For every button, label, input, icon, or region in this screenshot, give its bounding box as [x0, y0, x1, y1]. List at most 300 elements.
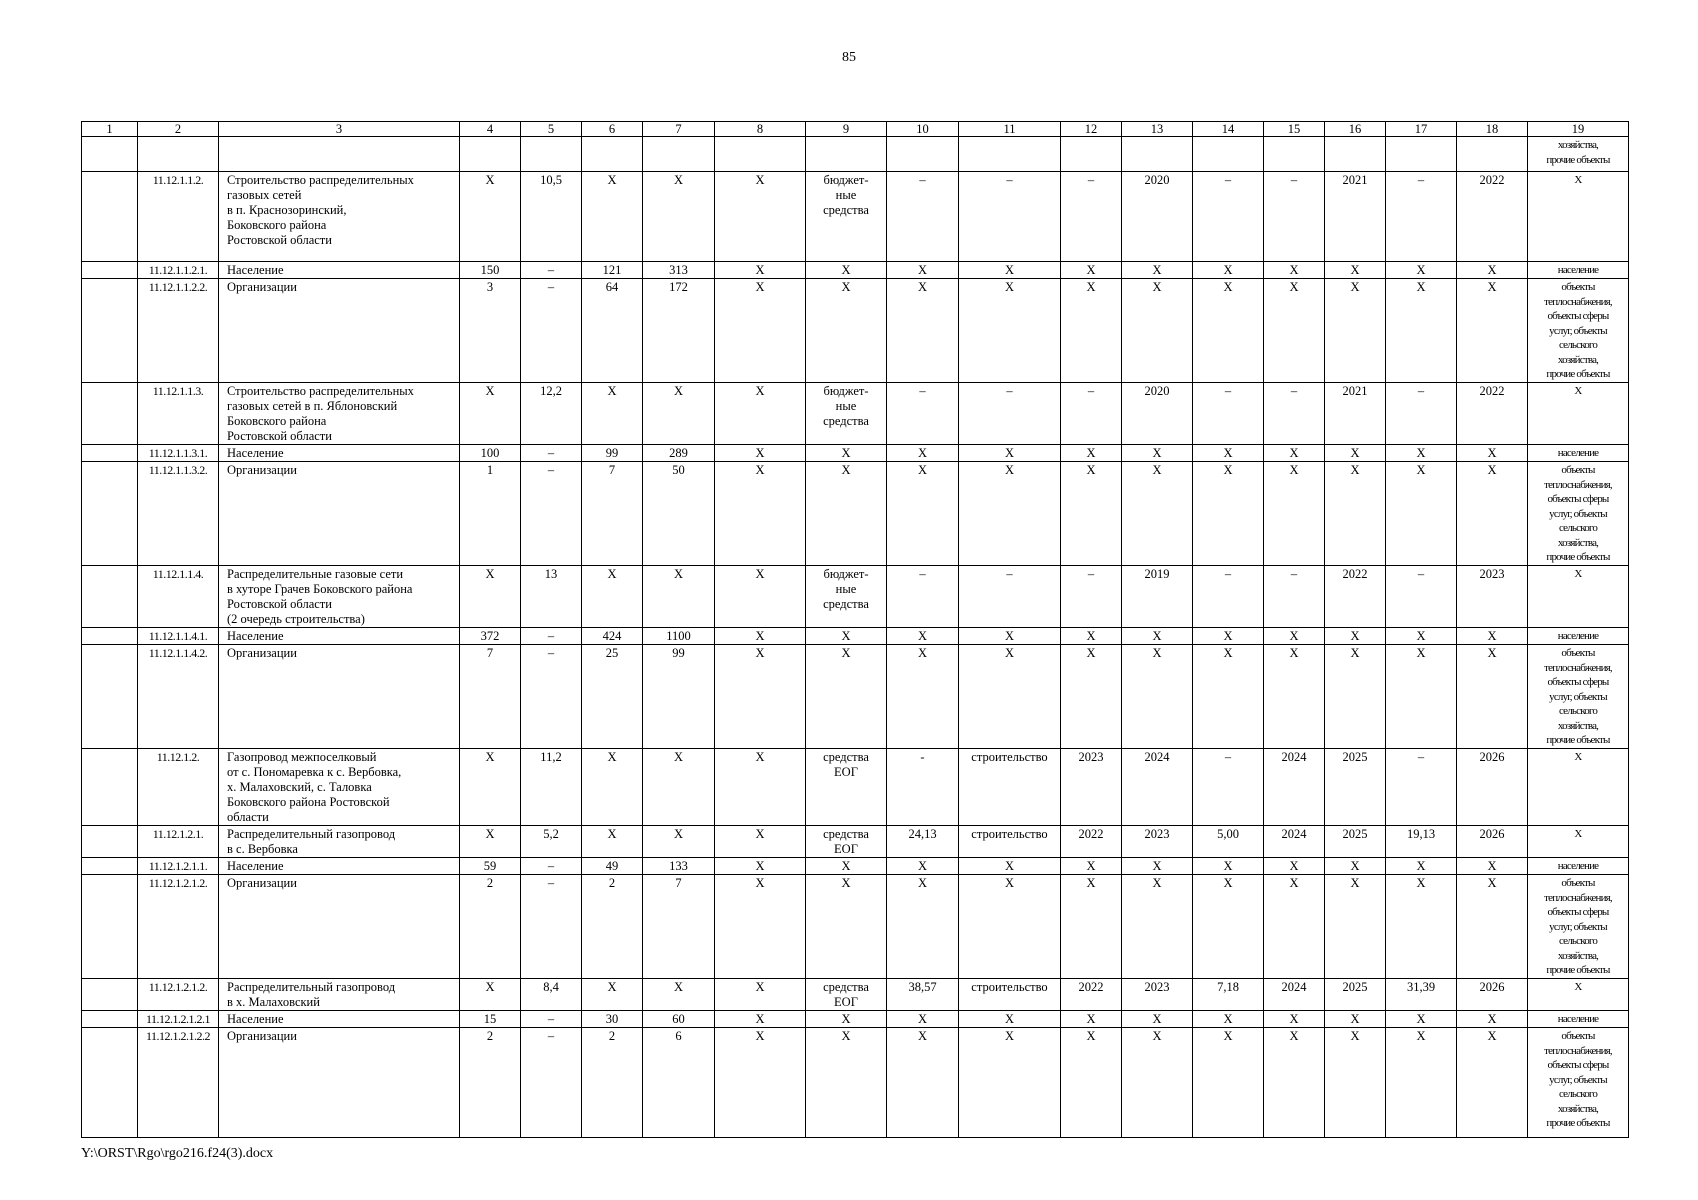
- table-cell: Население: [219, 262, 460, 279]
- table-cell: X: [1122, 262, 1193, 279]
- table-cell: объекты теплоснабжения, объекты сферы услуг, объекты сельского хозяйства, прочие объекты: [1528, 279, 1629, 383]
- table-cell: 11.12.1.2.1.2.2: [138, 1028, 219, 1138]
- table-cell: 1100: [643, 628, 715, 645]
- table-cell: X: [959, 858, 1061, 875]
- table-cell: Организации: [219, 875, 460, 979]
- table-row: [82, 826, 1629, 858]
- page-number: 85: [842, 50, 856, 65]
- table-cell: X: [1193, 875, 1264, 979]
- table-cell: 11.12.1.2.1.2.: [138, 875, 219, 979]
- table-cell: X: [715, 645, 806, 749]
- table-cell: 133: [643, 858, 715, 875]
- table-cell: Строительство распределительных газовых сетей в п. Яблоновский Боковского района Ростовской области: [219, 383, 460, 445]
- table-cell: X: [959, 279, 1061, 383]
- table-cell: X: [1325, 1028, 1386, 1138]
- table-row: [82, 262, 1629, 279]
- data-table: [81, 121, 1629, 1138]
- table-cell: 11.12.1.1.3.1.: [138, 445, 219, 462]
- table-cell: строительство: [959, 826, 1061, 858]
- table-cell: 2024: [1264, 826, 1325, 858]
- table-cell: [715, 137, 806, 172]
- table-cell: 2026: [1457, 979, 1528, 1011]
- table-cell: X: [1122, 1011, 1193, 1028]
- table-cell: [82, 566, 138, 628]
- table-cell: X: [1122, 445, 1193, 462]
- table-cell: X: [1061, 875, 1122, 979]
- table-cell: X: [887, 1011, 959, 1028]
- table-cell: 2020: [1122, 383, 1193, 445]
- table-cell: 59: [460, 858, 521, 875]
- table-cell: X: [806, 645, 887, 749]
- table-cell: Распределительный газопровод в х. Малаховский: [219, 979, 460, 1011]
- table-cell: X: [1264, 262, 1325, 279]
- table-cell: –: [1264, 172, 1325, 262]
- column-number-header: 16: [1325, 122, 1386, 137]
- table-cell: 7: [643, 875, 715, 979]
- table-cell: –: [1193, 566, 1264, 628]
- table-cell: X: [1061, 262, 1122, 279]
- table-cell: X: [1457, 875, 1528, 979]
- table-cell: 2021: [1325, 172, 1386, 262]
- table-cell: [138, 137, 219, 172]
- table-cell: X: [1386, 858, 1457, 875]
- table-cell: X: [1457, 858, 1528, 875]
- table-cell: –: [1386, 566, 1457, 628]
- table-cell: X: [959, 462, 1061, 566]
- table-cell: X: [959, 875, 1061, 979]
- column-number-header: 19: [1528, 122, 1629, 137]
- table-cell: X: [806, 445, 887, 462]
- table-cell: X: [1457, 1028, 1528, 1138]
- table-cell: Распределительный газопровод в с. Вербовка: [219, 826, 460, 858]
- table-cell: X: [1193, 262, 1264, 279]
- table-cell: 2025: [1325, 979, 1386, 1011]
- table-cell: X: [959, 1011, 1061, 1028]
- table-cell: [82, 645, 138, 749]
- table-cell: [82, 749, 138, 826]
- table-cell: Организации: [219, 462, 460, 566]
- table-cell: X: [1061, 445, 1122, 462]
- table-cell: –: [1061, 172, 1122, 262]
- table-cell: X: [1264, 445, 1325, 462]
- column-number-header: 15: [1264, 122, 1325, 137]
- table-row: [82, 137, 1629, 172]
- table-cell: X: [1457, 628, 1528, 645]
- table-cell: X: [460, 749, 521, 826]
- table-cell: [82, 279, 138, 383]
- table-cell: 2022: [1061, 826, 1122, 858]
- column-number-header: 5: [521, 122, 582, 137]
- table-cell: бюджет- ные средства: [806, 566, 887, 628]
- table-cell: X: [1193, 462, 1264, 566]
- table-cell: 289: [643, 445, 715, 462]
- table-cell: 64: [582, 279, 643, 383]
- table-cell: X: [582, 172, 643, 262]
- table-cell: –: [521, 262, 582, 279]
- table-cell: 60: [643, 1011, 715, 1028]
- table-cell: X: [1325, 645, 1386, 749]
- table-cell: X: [582, 979, 643, 1011]
- table-cell: –: [959, 172, 1061, 262]
- table-cell: –: [1193, 749, 1264, 826]
- table-cell: Строительство распределительных газовых сетей в п. Краснозоринский, Боковского района Ростовской области: [219, 172, 460, 262]
- table-cell: X: [806, 262, 887, 279]
- table-cell: население: [1528, 1011, 1629, 1028]
- table-cell: X: [1325, 858, 1386, 875]
- table-cell: 2024: [1264, 749, 1325, 826]
- table-cell: Население: [219, 1011, 460, 1028]
- table-row: [82, 645, 1629, 749]
- table-cell: X: [1386, 445, 1457, 462]
- table-cell: X: [1193, 645, 1264, 749]
- table-cell: 100: [460, 445, 521, 462]
- table-cell: X: [643, 979, 715, 1011]
- table-cell: 2026: [1457, 749, 1528, 826]
- table-cell: 31,39: [1386, 979, 1457, 1011]
- table-cell: средства ЕОГ: [806, 979, 887, 1011]
- table-cell: X: [1325, 875, 1386, 979]
- table-cell: X: [582, 566, 643, 628]
- table-row: [82, 858, 1629, 875]
- table-cell: X: [715, 858, 806, 875]
- table-cell: –: [1193, 383, 1264, 445]
- table-cell: X: [1122, 858, 1193, 875]
- table-cell: 25: [582, 645, 643, 749]
- table-cell: [460, 137, 521, 172]
- table-cell: [82, 826, 138, 858]
- table-cell: X: [806, 1011, 887, 1028]
- table-cell: 7: [460, 645, 521, 749]
- table-cell: X: [715, 566, 806, 628]
- table-cell: 19,13: [1386, 826, 1457, 858]
- table-cell: 2024: [1264, 979, 1325, 1011]
- table-cell: X: [1193, 1028, 1264, 1138]
- table-cell: 11.12.1.2.: [138, 749, 219, 826]
- table-row: [82, 628, 1629, 645]
- table-cell: 2: [582, 1028, 643, 1138]
- table-cell: X: [715, 462, 806, 566]
- table-cell: 11.12.1.1.4.2.: [138, 645, 219, 749]
- table-cell: –: [521, 1011, 582, 1028]
- table-cell: [1264, 137, 1325, 172]
- table-cell: X: [582, 749, 643, 826]
- table-row: [82, 749, 1629, 826]
- table-cell: –: [1386, 383, 1457, 445]
- table-cell: 38,57: [887, 979, 959, 1011]
- table-cell: 50: [643, 462, 715, 566]
- table-cell: Население: [219, 445, 460, 462]
- table-cell: X: [887, 875, 959, 979]
- table-cell: 2026: [1457, 826, 1528, 858]
- table-cell: 11.12.1.1.2.: [138, 172, 219, 262]
- table-cell: [643, 137, 715, 172]
- column-number-header: 13: [1122, 122, 1193, 137]
- table-cell: X: [887, 645, 959, 749]
- table-cell: 11.12.1.1.4.1.: [138, 628, 219, 645]
- table-cell: 11.12.1.1.4.: [138, 566, 219, 628]
- table-cell: [1061, 137, 1122, 172]
- table-cell: [806, 137, 887, 172]
- table-cell: X: [1386, 262, 1457, 279]
- table-row: [82, 445, 1629, 462]
- table-cell: X: [1528, 383, 1629, 445]
- table-cell: [82, 462, 138, 566]
- table-cell: X: [643, 749, 715, 826]
- table-cell: X: [887, 262, 959, 279]
- table-cell: 5,00: [1193, 826, 1264, 858]
- table-cell: объекты теплоснабжения, объекты сферы услуг, объекты сельского хозяйства, прочие объекты: [1528, 645, 1629, 749]
- table-cell: [82, 445, 138, 462]
- table-cell: 372: [460, 628, 521, 645]
- table-cell: 2023: [1122, 979, 1193, 1011]
- table-cell: X: [806, 875, 887, 979]
- table-cell: население: [1528, 262, 1629, 279]
- table-row: [82, 979, 1629, 1011]
- table-cell: X: [715, 262, 806, 279]
- table-cell: [82, 137, 138, 172]
- table-cell: [1122, 137, 1193, 172]
- table-cell: 2: [582, 875, 643, 979]
- table-cell: –: [1264, 383, 1325, 445]
- table-cell: X: [1457, 262, 1528, 279]
- table-cell: X: [1457, 1011, 1528, 1028]
- column-number-header: 11: [959, 122, 1061, 137]
- table-cell: [1386, 137, 1457, 172]
- table-cell: 6: [643, 1028, 715, 1138]
- table-cell: X: [1325, 262, 1386, 279]
- table-cell: объекты теплоснабжения, объекты сферы услуг, объекты сельского хозяйства, прочие объекты: [1528, 1028, 1629, 1138]
- table-cell: население: [1528, 858, 1629, 875]
- table-cell: X: [959, 445, 1061, 462]
- table-cell: Организации: [219, 645, 460, 749]
- table-cell: Распределительные газовые сети в хуторе Грачев Боковского района Ростовской области (2 очередь строительства): [219, 566, 460, 628]
- table-cell: 13: [521, 566, 582, 628]
- table-cell: X: [959, 1028, 1061, 1138]
- column-number-header: 7: [643, 122, 715, 137]
- table-cell: –: [887, 383, 959, 445]
- table-cell: X: [1061, 645, 1122, 749]
- table-cell: X: [582, 383, 643, 445]
- column-number-header: 12: [1061, 122, 1122, 137]
- table-cell: X: [460, 826, 521, 858]
- table-cell: X: [1061, 628, 1122, 645]
- table-cell: X: [1122, 875, 1193, 979]
- table-cell: –: [959, 566, 1061, 628]
- table-cell: [82, 875, 138, 979]
- table-cell: [82, 858, 138, 875]
- table-cell: X: [887, 445, 959, 462]
- table-cell: [82, 1028, 138, 1138]
- table-cell: Организации: [219, 279, 460, 383]
- table-cell: 172: [643, 279, 715, 383]
- table-cell: 150: [460, 262, 521, 279]
- table-cell: X: [715, 1028, 806, 1138]
- column-number-header: 10: [887, 122, 959, 137]
- table-cell: –: [521, 858, 582, 875]
- table-cell: X: [715, 1011, 806, 1028]
- table-cell: X: [887, 1028, 959, 1138]
- table-cell: –: [887, 172, 959, 262]
- table-cell: X: [715, 445, 806, 462]
- table-cell: X: [715, 628, 806, 645]
- table-cell: [1193, 137, 1264, 172]
- table-cell: –: [521, 645, 582, 749]
- table-cell: 2023: [1457, 566, 1528, 628]
- table-cell: X: [715, 749, 806, 826]
- table-cell: –: [521, 445, 582, 462]
- table-cell: 2023: [1061, 749, 1122, 826]
- column-number-header: 8: [715, 122, 806, 137]
- table-cell: X: [1325, 279, 1386, 383]
- table-cell: Организации: [219, 1028, 460, 1138]
- table-cell: X: [1457, 279, 1528, 383]
- table-cell: X: [1122, 462, 1193, 566]
- table-cell: население: [1528, 445, 1629, 462]
- column-number-header: 18: [1457, 122, 1528, 137]
- table-row: [82, 1028, 1629, 1138]
- table-cell: –: [1386, 172, 1457, 262]
- table-cell: X: [1193, 858, 1264, 875]
- table-cell: X: [460, 172, 521, 262]
- table-cell: 11.12.1.2.1.: [138, 826, 219, 858]
- table-cell: X: [1386, 645, 1457, 749]
- table-cell: X: [1193, 445, 1264, 462]
- column-number-header: 6: [582, 122, 643, 137]
- table-cell: [959, 137, 1061, 172]
- footer-file-path: Y:\ORST\Rgo\rgo216.f24(3).docx: [81, 1146, 274, 1161]
- table-cell: X: [1386, 628, 1457, 645]
- table-cell: –: [521, 462, 582, 566]
- table-cell: –: [521, 628, 582, 645]
- table-cell: X: [959, 262, 1061, 279]
- table-cell: 11.12.1.1.2.2.: [138, 279, 219, 383]
- table-cell: X: [1325, 1011, 1386, 1028]
- table-cell: X: [1264, 858, 1325, 875]
- table-cell: 313: [643, 262, 715, 279]
- table-cell: 1: [460, 462, 521, 566]
- table-cell: X: [1061, 279, 1122, 383]
- table-cell: X: [887, 628, 959, 645]
- table-cell: –: [521, 1028, 582, 1138]
- header-row: [82, 122, 1629, 137]
- table-cell: 10,5: [521, 172, 582, 262]
- table-cell: X: [1528, 749, 1629, 826]
- table-cell: X: [643, 566, 715, 628]
- table-cell: 11.12.1.2.1.1.: [138, 858, 219, 875]
- table-cell: строительство: [959, 749, 1061, 826]
- table-cell: X: [806, 1028, 887, 1138]
- table-cell: бюджет- ные средства: [806, 172, 887, 262]
- table-cell: X: [643, 172, 715, 262]
- table-row: [82, 383, 1629, 445]
- table-cell: X: [1457, 645, 1528, 749]
- table-cell: Население: [219, 858, 460, 875]
- table-cell: 11.12.1.1.3.: [138, 383, 219, 445]
- table-row: [82, 462, 1629, 566]
- table-cell: X: [715, 979, 806, 1011]
- table-cell: X: [1122, 1028, 1193, 1138]
- table-cell: X: [1264, 1011, 1325, 1028]
- table-cell: X: [1325, 628, 1386, 645]
- table-cell: X: [1457, 462, 1528, 566]
- table-cell: 24,13: [887, 826, 959, 858]
- table-cell: X: [1325, 462, 1386, 566]
- table-cell: 3: [460, 279, 521, 383]
- table-cell: X: [1122, 628, 1193, 645]
- table-cell: 2024: [1122, 749, 1193, 826]
- table-cell: X: [582, 826, 643, 858]
- table-cell: X: [806, 628, 887, 645]
- table-cell: объекты теплоснабжения, объекты сферы услуг, объекты сельского хозяйства, прочие объекты: [1528, 462, 1629, 566]
- table-cell: X: [1386, 462, 1457, 566]
- table-cell: 2020: [1122, 172, 1193, 262]
- table-cell: X: [1264, 628, 1325, 645]
- table-cell: 11,2: [521, 749, 582, 826]
- table-cell: [82, 628, 138, 645]
- table-cell: X: [1122, 645, 1193, 749]
- table-cell: 2025: [1325, 826, 1386, 858]
- table-row: [82, 279, 1629, 383]
- column-number-header: 1: [82, 122, 138, 137]
- table-cell: 7: [582, 462, 643, 566]
- table-cell: 99: [582, 445, 643, 462]
- table-cell: –: [1264, 566, 1325, 628]
- table-cell: X: [959, 628, 1061, 645]
- table-cell: X: [1061, 462, 1122, 566]
- table-cell: X: [887, 858, 959, 875]
- table-cell: X: [806, 858, 887, 875]
- table-cell: 99: [643, 645, 715, 749]
- table-cell: [887, 137, 959, 172]
- table-cell: X: [460, 566, 521, 628]
- table-cell: хозяйства, прочие объекты: [1528, 137, 1629, 172]
- column-number-header: 9: [806, 122, 887, 137]
- table-cell: X: [1325, 445, 1386, 462]
- table-cell: X: [715, 383, 806, 445]
- table-cell: 49: [582, 858, 643, 875]
- table-row: [82, 875, 1629, 979]
- table-cell: X: [1122, 279, 1193, 383]
- table-cell: [82, 979, 138, 1011]
- table-cell: [1325, 137, 1386, 172]
- table-cell: 2023: [1122, 826, 1193, 858]
- table-cell: Население: [219, 628, 460, 645]
- table-cell: X: [1528, 172, 1629, 262]
- table-cell: –: [1193, 172, 1264, 262]
- table-cell: [82, 383, 138, 445]
- table-cell: –: [887, 566, 959, 628]
- table-cell: X: [1061, 1028, 1122, 1138]
- table-cell: X: [1457, 445, 1528, 462]
- table-cell: 2: [460, 875, 521, 979]
- table-cell: [219, 137, 460, 172]
- table-cell: X: [1264, 279, 1325, 383]
- column-number-header: 14: [1193, 122, 1264, 137]
- table-cell: X: [1193, 279, 1264, 383]
- table-cell: X: [959, 645, 1061, 749]
- table-cell: -: [887, 749, 959, 826]
- table-cell: [82, 172, 138, 262]
- table-cell: Газопровод межпоселковый от с. Пономаревка к с. Вербовка, х. Малаховский, с. Таловка Боковского района Ростовской области: [219, 749, 460, 826]
- table-cell: 11.12.1.1.2.1.: [138, 262, 219, 279]
- table-cell: средства ЕОГ: [806, 826, 887, 858]
- table-cell: X: [1386, 1011, 1457, 1028]
- table-cell: [1457, 137, 1528, 172]
- table-cell: X: [1528, 979, 1629, 1011]
- table-cell: –: [1061, 383, 1122, 445]
- table-cell: X: [715, 875, 806, 979]
- table-cell: X: [1386, 279, 1457, 383]
